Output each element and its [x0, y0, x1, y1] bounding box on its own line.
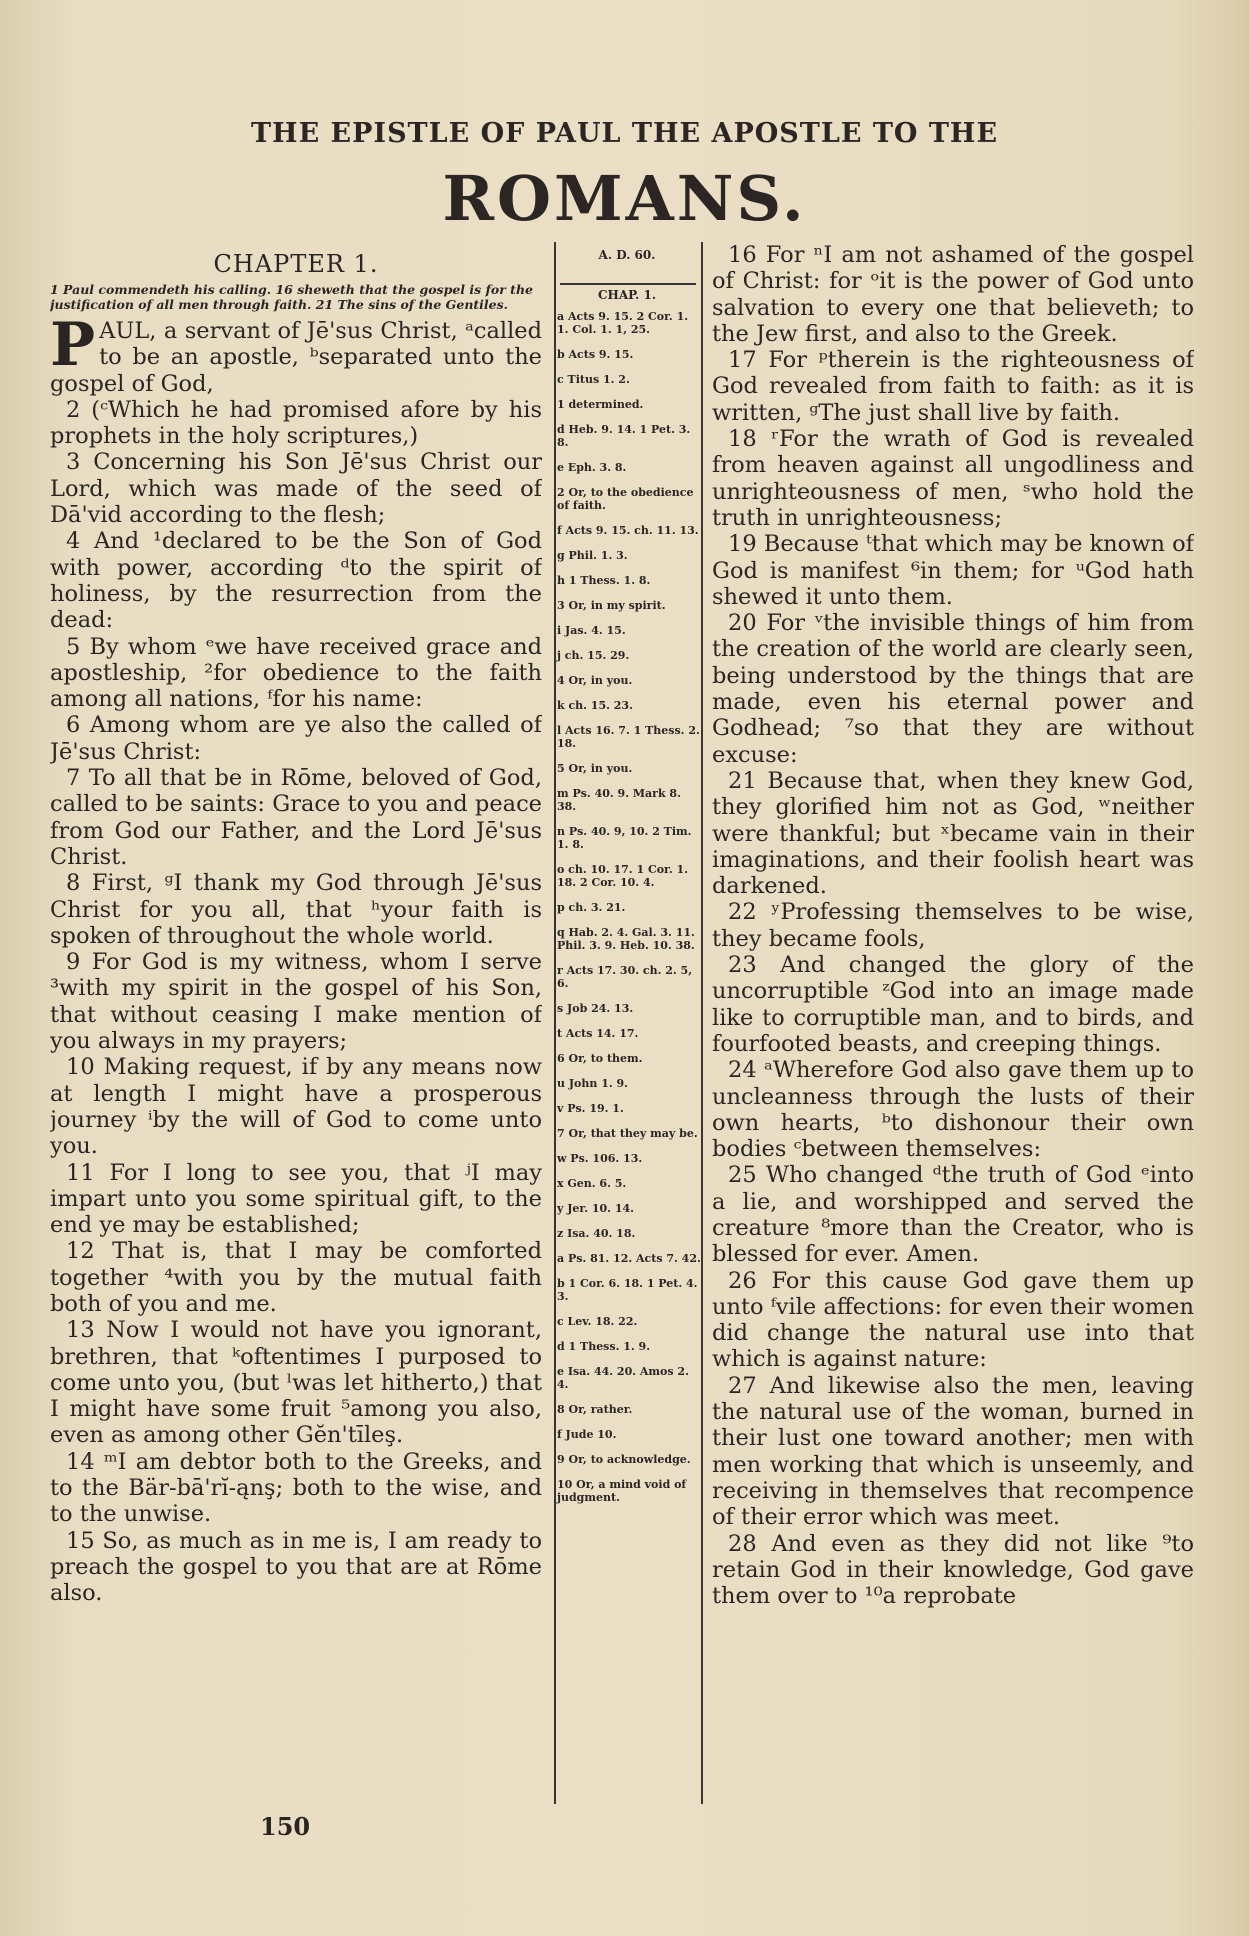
cross-reference: m Ps. 40. 9. Mark 8. 38.	[557, 787, 681, 813]
verse-23: 23 And changed the glory of the uncorruptible ᶻGod into an image made like to corruptible man, and to birds, and fourfooted beasts, and creeping things.	[712, 952, 1194, 1057]
verse-3: 3 Concerning his Son Jē'sus Christ our Lord, which was made of the seed of Dā'vid according to the flesh;	[50, 449, 542, 529]
column-divider-right	[701, 242, 703, 1804]
cross-reference: p ch. 3. 21.	[557, 901, 626, 914]
cross-reference: h 1 Thess. 1. 8.	[557, 574, 651, 587]
cross-reference: v Ps. 19. 1.	[557, 1102, 624, 1115]
book-title: ROMANS.	[442, 162, 807, 235]
cross-reference: 4 Or, in you.	[557, 674, 633, 687]
verse-13: 13 Now I would not have you ignorant, brethren, that ᵏoftentimes I purposed to come unto you, (but ˡwas let hitherto,) that I might have some fruit ⁵among you also, even as among other Gĕn'tīleş.	[50, 1317, 542, 1449]
verse-15: 15 So, as much as in me is, I am ready to preach the gospel to you that are at Rōme also.	[50, 1527, 542, 1607]
cross-reference: f Jude 10.	[557, 1428, 617, 1441]
verse-10: 10 Making request, if by any means now at length I might have a prosperous journey ⁱby the will of God to come unto you.	[50, 1054, 542, 1160]
margin-references	[553, 242, 701, 1802]
cross-reference: t Acts 14. 17.	[557, 1027, 639, 1040]
cross-reference: u John 1. 9.	[557, 1077, 628, 1090]
cross-reference: e Isa. 44. 20. Amos 2. 4.	[557, 1365, 689, 1391]
page-number: 150	[260, 1812, 311, 1841]
cross-reference: i Jas. 4. 15.	[557, 624, 626, 637]
cross-reference: x Gen. 6. 5.	[557, 1177, 627, 1190]
verse-2: 2 (ᶜWhich he had promised afore by his prophets in the holy scriptures,)	[50, 396, 542, 450]
verse-27: 27 And likewise also the men, leaving the natural use of the woman, burned in their lust one toward another; men with men working that which is unseemly, and receiving in themselves that recompence of their error which was meet.	[712, 1372, 1194, 1531]
verse-18: 18 ʳFor the wrath of God is revealed from heaven against all ungodliness and unrighteousness of men, ˢwho hold the truth in unrighteousness;	[712, 426, 1194, 531]
chap-label: CHAP. 1.	[597, 288, 657, 302]
verse-11: 11 For I long to see you, that ʲI may impart unto you some spiritual gift, to the end ye may be established;	[50, 1159, 542, 1239]
cross-reference: 9 Or, to acknowledge.	[557, 1453, 691, 1466]
drop-cap: P	[50, 310, 96, 380]
cross-reference: k ch. 15. 23.	[557, 699, 633, 712]
right-column	[712, 242, 1194, 1609]
verse-5: 5 By whom ᵉwe have received grace and apostleship, ²for obedience to the faith among all nations, ᶠfor his name:	[50, 633, 542, 713]
cross-reference: b 1 Cor. 6. 18. 1 Pet. 4. 3.	[557, 1277, 698, 1303]
cross-reference: l Acts 16. 7. 1 Thess. 2. 18.	[557, 724, 700, 750]
cross-reference: 5 Or, in you.	[557, 762, 633, 775]
verse-26: 26 For this cause God gave them up unto ᶠvile affections: for even their women did change the natural use into that which is against nature:	[712, 1267, 1194, 1373]
cross-reference: z Isa. 40. 18.	[557, 1227, 636, 1240]
verse-6: 6 Among whom are ye also the called of Jē'sus Christ:	[50, 712, 542, 765]
cross-reference: 3 Or, in my spirit.	[557, 599, 666, 612]
cross-reference: 10 Or, a mind void of judgment.	[557, 1478, 687, 1504]
cross-reference: a Ps. 81. 12. Acts 7. 42.	[557, 1252, 701, 1265]
chapter-heading: CHAPTER 1.	[213, 250, 379, 278]
cross-reference: 8 Or, rather.	[557, 1403, 633, 1416]
cross-reference: d 1 Thess. 1. 9.	[557, 1340, 651, 1353]
cross-reference: b Acts 9. 15.	[557, 348, 634, 361]
verse-24: 24 ᵃWherefore God also gave them up to uncleanness through the lusts of their own hearts, ᵇto dishonour their own bodies ᶜbetween themselves:	[712, 1057, 1194, 1163]
cross-reference: 1 determined.	[557, 398, 644, 411]
cross-reference: g Phil. 1. 3.	[557, 549, 628, 562]
reference-list	[553, 310, 701, 1504]
verse-21: 21 Because that, when they knew God, they glorified him not as God, ʷneither were thankful; but ˣbecame vain in their imaginations, and their foolish heart was darkened.	[712, 767, 1194, 900]
verse-16: 16 For ⁿI am not ashamed of the gospel of Christ: for ᵒit is the power of God unto salvation to every one that believeth; to the Jew first, and also to the Greek.	[712, 242, 1194, 347]
verse-8: 8 First, ᵍI thank my God through Jē'sus Christ for you all, that ʰyour faith is spoken of throughout the whole world.	[50, 870, 542, 949]
left-column	[50, 242, 542, 1607]
verse-17: 17 For ᵖtherein is the righteousness of God revealed from faith to faith: as it is written, ᵍThe just shall live by faith.	[712, 347, 1194, 426]
cross-reference: a Acts 9. 15. 2 Cor. 1. 1. Col. 1. 1, 25.	[557, 310, 689, 336]
verse-25: 25 Who changed ᵈthe truth of God ᵉinto a lie, and worshipped and served the creature ⁸more than the Creator, who is blessed for ever. Amen.	[712, 1162, 1194, 1268]
cross-reference: c Lev. 18. 22.	[557, 1315, 638, 1328]
cross-reference: s Job 24. 13.	[557, 1002, 634, 1015]
verse-20: 20 For ᵛthe invisible things of him from the creation of the world are clearly seen, being understood by the things that are made, even his eternal power and Godhead; ⁷so that they are without excuse:	[712, 610, 1194, 768]
chapter-summary: 1 Paul commendeth his calling. 16 sheweth that the gospel is for the justification of all men through faith. 21 The sins of the Gentiles.	[50, 282, 533, 312]
cross-reference: o ch. 10. 17. 1 Cor. 1. 18. 2 Cor. 10. 4.	[557, 863, 688, 889]
cross-reference: c Titus 1. 2.	[557, 373, 630, 386]
cross-reference: 7 Or, that they may be.	[557, 1127, 698, 1140]
year-label: A. D. 60.	[598, 248, 656, 262]
cross-reference: q Hab. 2. 4. Gal. 3. 11. Phil. 3. 9. Heb. 10. 38.	[557, 926, 695, 952]
cross-reference: j ch. 15. 29.	[557, 649, 630, 662]
cross-reference: f Acts 9. 15. ch. 11. 13.	[557, 524, 699, 537]
verse-14: 14 ᵐI am debtor both to the Greeks, and to the Bär-bā'rĭ-ąnş; both to the wise, and to the unwise.	[50, 1448, 542, 1528]
cross-reference: w Ps. 106. 13.	[557, 1152, 643, 1165]
cross-reference: d Heb. 9. 14. 1 Pet. 3. 8.	[557, 423, 691, 449]
verse-19: 19 Because ᵗthat which may be known of God is manifest ⁶in them; for ᵘGod hath shewed it unto them.	[712, 531, 1194, 610]
cross-reference: r Acts 17. 30. ch. 2. 5, 6.	[557, 964, 693, 990]
cross-reference: y Jer. 10. 14.	[557, 1202, 634, 1215]
verse-7: 7 To all that be in Rōme, beloved of God, called to be saints: Grace to you and peace from God our Father, and the Lord Jē'sus Christ.	[50, 765, 542, 870]
verse-1: PAUL, a servant of Jē'sus Christ, ᵃcalled to be an apostle, ᵇseparated unto the gospel of God,	[50, 310, 542, 397]
verse-22: 22 ʸProfessing themselves to be wise, they became fools,	[712, 899, 1194, 952]
cross-reference: 2 Or, to the obedience of faith.	[557, 486, 694, 512]
cross-reference: 6 Or, to them.	[557, 1052, 643, 1065]
cross-reference: n Ps. 40. 9, 10. 2 Tim. 1. 8.	[557, 825, 692, 851]
verse-4: 4 And ¹declared to be the Son of God with power, according ᵈto the spirit of holiness, by the resurrection from the dead:	[50, 528, 542, 634]
verse-9: 9 For God is my witness, whom I serve ³with my spirit in the gospel of his Son, that without ceasing I make mention of you always in my prayers;	[50, 949, 542, 1055]
cross-reference: e Eph. 3. 8.	[557, 461, 627, 474]
verse-28: 28 And even as they did not like ⁹to retain God in their knowledge, God gave them over to ¹⁰a reprobate	[712, 1530, 1194, 1610]
epistle-title-line: THE EPISTLE OF PAUL THE APOSTLE TO THE	[250, 118, 999, 149]
verse-12: 12 That is, that I may be comforted together ⁴with you by the mutual faith both of you and me.	[50, 1238, 542, 1317]
